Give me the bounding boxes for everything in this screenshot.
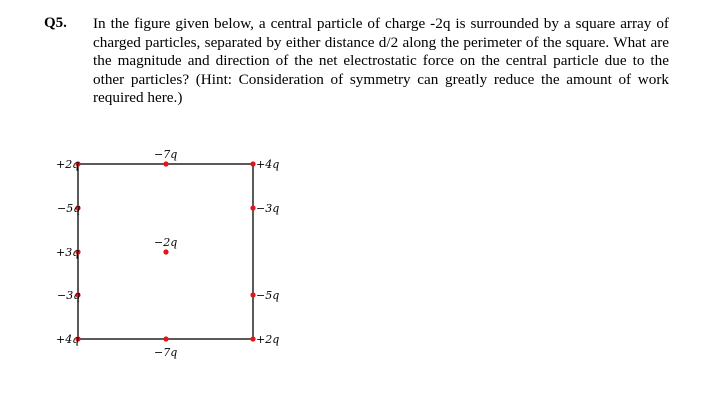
label-bottom-middle: −7q	[154, 346, 178, 359]
question-number: Q5.	[44, 15, 67, 31]
particles	[75, 161, 255, 341]
label-center: −2q	[154, 236, 178, 249]
label-top-middle: −7q	[154, 148, 178, 161]
label-right-2: −5q	[256, 289, 280, 302]
particle-top-middle	[163, 161, 168, 166]
particle-right-1	[250, 205, 255, 210]
label-bottom-left: +4q	[56, 333, 80, 346]
label-right-1: −3q	[256, 202, 280, 215]
particle-right-2	[250, 292, 255, 297]
label-top-left: +2q	[56, 158, 80, 171]
particle-bottom-middle	[163, 336, 168, 341]
label-left-2: +3q	[56, 246, 80, 259]
particle-top-right	[250, 161, 255, 166]
label-bottom-right: +2q	[256, 333, 280, 346]
particle-bottom-right	[250, 336, 255, 341]
label-left-1: −5q	[57, 202, 81, 215]
label-left-3: −3q	[57, 289, 81, 302]
particle-center	[163, 249, 168, 254]
question-text: In the figure given below, a central particle of charge -2q is surrounded by a square array of charged particles, separated by either distance d/2 along the perimeter of the square. What are the magnitude and direction of the net electrostatic force on the central particle due to the other particles? (Hint: Consideration of symmetry can greatly reduce the amount of work required here.)	[93, 15, 669, 107]
label-top-right: +4q	[256, 158, 280, 171]
